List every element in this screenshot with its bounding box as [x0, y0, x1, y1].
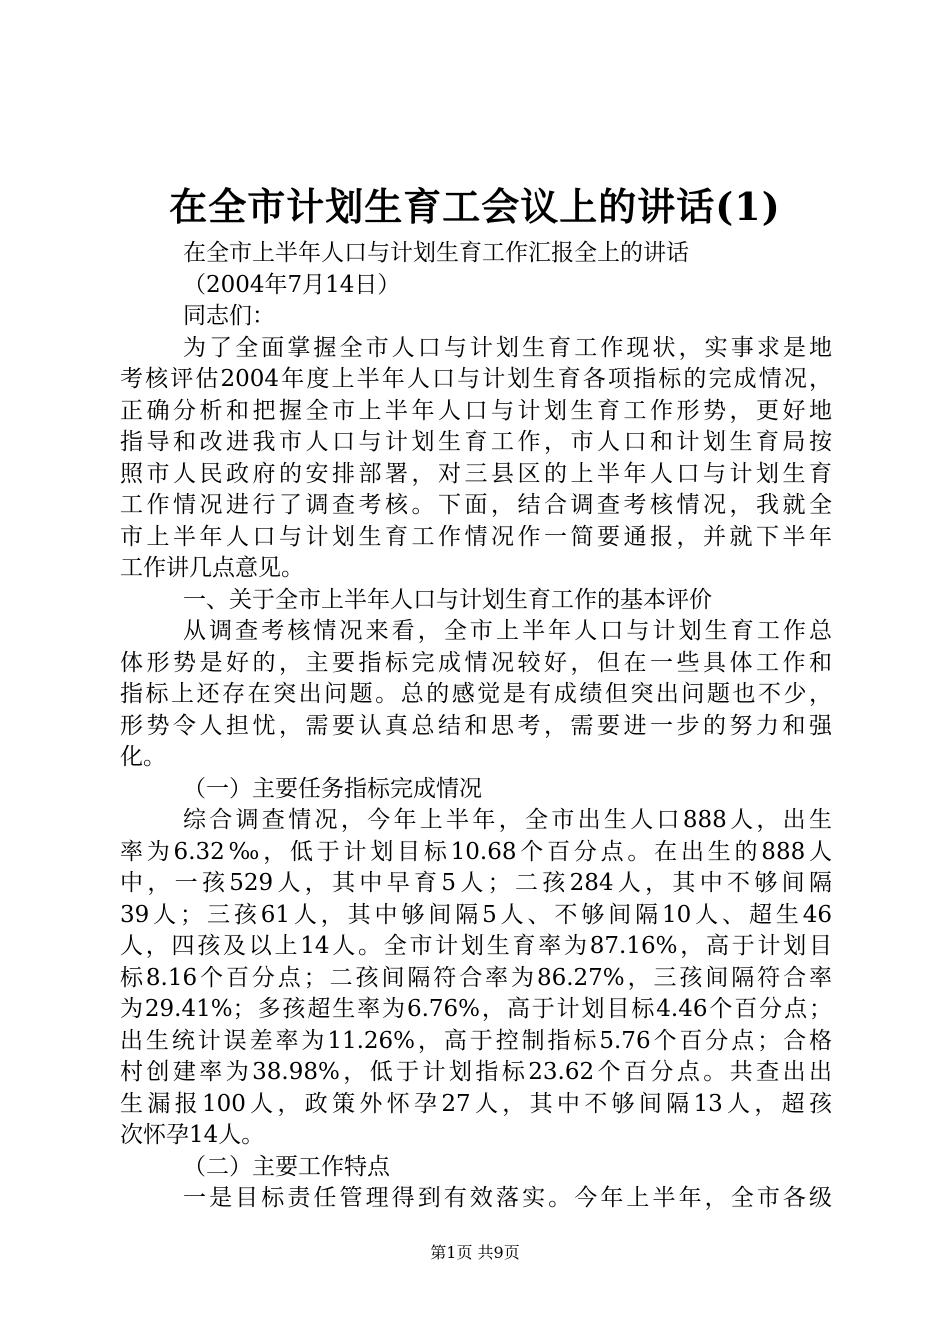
text-line: 体形势是好的，主要指标完成情况较好，但在一些具体工作和: [120, 649, 832, 676]
text-line: 工作讲几点意见。: [120, 555, 304, 581]
text-line: 出生统计误差率为11.26%，高于控制指标5.76个百分点；合格: [120, 1027, 832, 1054]
text-line: 正确分析和把握全市上半年人口与计划生育工作形势，更好地: [120, 397, 832, 424]
text-line: 39人；三孩61人，其中够间隔5人、不够间隔10人、超生46: [120, 901, 832, 928]
text-line: 化。: [120, 744, 166, 770]
text-line: 为了全面掌握全市人口与计划生育工作现状，实事求是地: [183, 334, 832, 361]
text-line: 考核评估2004年度上半年人口与计划生育各项指标的完成情况，: [120, 366, 832, 392]
text-line: 形势令人担忧，需要认真总结和思考，需要进一步的努力和强: [120, 712, 832, 739]
text-line: 市上半年人口与计划生育工作情况作一简要通报，并就下半年: [120, 523, 832, 550]
text-line: （一）主要任务指标完成情况: [183, 775, 482, 802]
text-line: 照市人民政府的安排部署，对三县区的上半年人口与计划生育: [120, 460, 832, 487]
text-line: 在全市上半年人口与计划生育工作汇报全上的讲话: [183, 240, 689, 266]
text-line: 率为6.32‰，低于计划目标10.68个百分点。在出生的888人: [120, 838, 832, 865]
text-line: （二）主要工作特点: [183, 1153, 390, 1180]
text-line: 标8.16个百分点；二孩间隔符合率为86.27%，三孩间隔符合率: [120, 964, 832, 991]
text-line: 村创建率为38.98%，低于计划指标23.62个百分点。共查出出: [120, 1059, 832, 1085]
page-footer: 第1页 共9页: [430, 1243, 520, 1262]
text-line: 中，一孩529人，其中早育5人；二孩284人，其中不够间隔: [120, 870, 832, 896]
document-body: [120, 238, 832, 1215]
text-line: 综合调查情况，今年上半年，全市出生人口888人，出生: [183, 807, 832, 833]
text-line: 为29.41%；多孩超生率为6.76%，高于计划目标4.46个百分点；: [120, 996, 832, 1022]
text-line: 人，四孩及以上14人。全市计划生育率为87.16%，高于计划目: [120, 933, 832, 959]
text-line: 一是目标责任管理得到有效落实。今年上半年，全市各级: [183, 1185, 832, 1211]
text-line: 次怀孕14人。: [120, 1122, 265, 1148]
text-line: 指导和改进我市人口与计划生育工作，市人口和计划生育局按: [120, 429, 832, 455]
text-line: 工作情况进行了调查考核。下面，结合调查考核情况，我就全: [120, 492, 832, 518]
text-line: （2004年7月14日）: [183, 271, 401, 298]
text-line: 生漏报100人，政策外怀孕27人，其中不够间隔13人，超孩: [120, 1090, 832, 1117]
text-line: 一、关于全市上半年人口与计划生育工作的基本评价: [183, 586, 712, 613]
text-line: 指标上还存在突出问题。总的感觉是有成绩但突出问题也不少，: [120, 681, 832, 707]
text-line: 同志们：: [183, 303, 275, 329]
document-title: 在全市计划生育工会议上的讲话(1): [169, 184, 781, 229]
text-line: 从调查考核情况来看，全市上半年人口与计划生育工作总: [183, 618, 832, 644]
